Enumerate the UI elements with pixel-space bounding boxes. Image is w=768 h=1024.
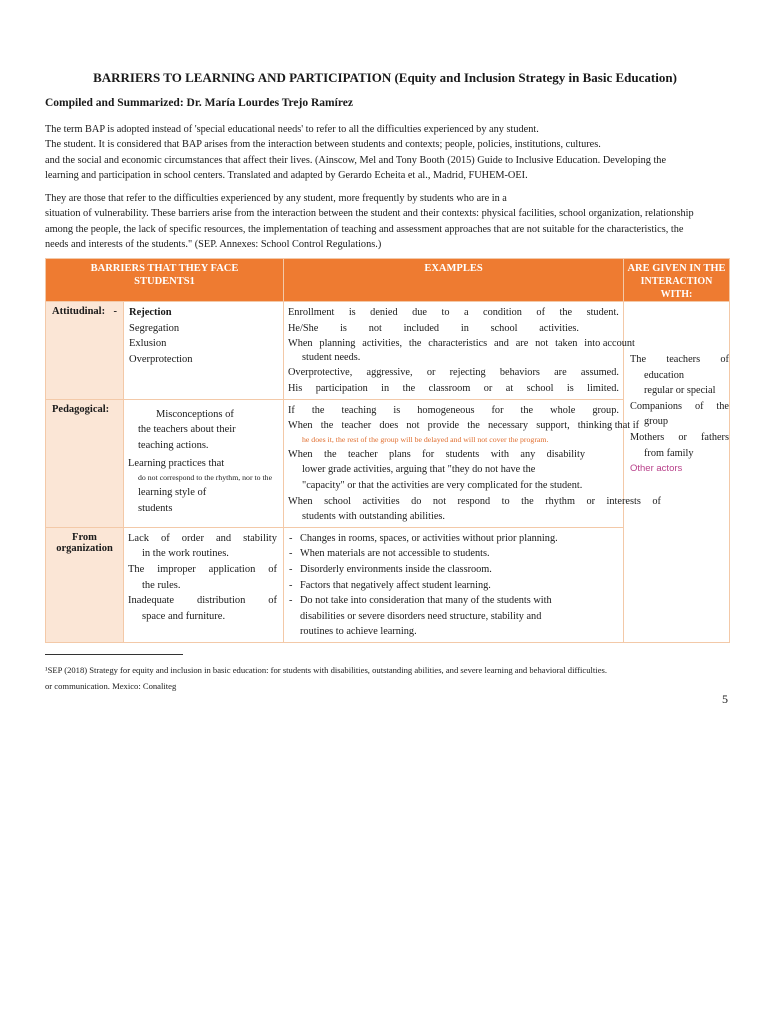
pedagogical-barriers [124, 399, 284, 527]
word: planning [319, 338, 356, 350]
word: is [348, 307, 356, 318]
word: provide [427, 420, 460, 432]
bullet-item: - Do not take into consideration that many of the students with [288, 593, 619, 609]
header-barriers [46, 259, 284, 302]
list-item [128, 562, 277, 578]
word: of [268, 563, 277, 575]
word: school [324, 495, 351, 507]
example-line: students with outstanding abilities. [302, 511, 446, 523]
word: teaching [341, 404, 377, 416]
interaction-line [630, 430, 729, 446]
word: Enrollment [288, 307, 335, 318]
word: or [426, 367, 436, 379]
word: of [720, 354, 729, 365]
list-item: learning style of [138, 486, 207, 498]
word: The [128, 563, 145, 575]
definition-paragraph [45, 191, 735, 252]
interaction-line [630, 352, 729, 368]
interaction-line: regular or special [644, 385, 716, 397]
word: the [408, 338, 422, 350]
word: activities, [362, 338, 403, 350]
word: He/She [288, 322, 319, 334]
word: When [288, 448, 313, 460]
word: for [491, 404, 504, 416]
word: fathers [700, 431, 729, 443]
organization-barriers [124, 527, 284, 642]
word: behaviors [499, 367, 540, 379]
intro-paragraph [45, 122, 735, 183]
paragraph-line: The student. It is considered that BAP arises from the interaction between students and contexts; people, policies, institutions, cultures. [45, 139, 601, 151]
word: the [323, 448, 337, 460]
word: the [559, 307, 573, 318]
word: is [393, 404, 401, 416]
word: The [630, 354, 647, 365]
word: not [406, 420, 420, 432]
word: teacher [341, 420, 372, 432]
word: aggressive, [366, 367, 413, 379]
word: plans [389, 448, 411, 460]
category-attitudinal [46, 302, 124, 400]
word: or [483, 382, 493, 394]
word: does [379, 420, 399, 432]
word: to [501, 495, 510, 507]
paragraph-line: learning and participation in school centers. Translated and adapted by Gerardo Echeita et al., Madrid, FUHEM-OEI. [45, 169, 528, 181]
header-text: BARRIERS THAT THEY FACE [90, 263, 239, 274]
category-label: Attitudinal: [52, 306, 106, 317]
example-line: "capacity" or that the activities are very complicated for the student. [302, 479, 583, 491]
paragraph-line: situation of vulnerability. These barriers arise from the interaction between the student and their contexts: physical facilities, school organization, relationship [45, 208, 694, 220]
word: of [694, 400, 704, 412]
category-label: From [72, 531, 97, 543]
word: for [422, 448, 435, 460]
bullet-item: - Disorderly environments inside the classroom. [288, 562, 619, 578]
word: not [432, 495, 447, 507]
barriers-table [45, 258, 730, 643]
word: the [311, 404, 325, 416]
word: a [463, 307, 469, 318]
word: not [368, 322, 382, 334]
list-item [128, 593, 277, 609]
word: Lack [128, 532, 149, 544]
example-line [288, 321, 619, 337]
interaction-line-other-actors: Other actors [630, 463, 683, 475]
list-item [128, 531, 277, 547]
example-line [288, 403, 619, 419]
word: thinking that if [577, 420, 639, 432]
list-item: Exlusion [129, 338, 167, 350]
word: distribution [196, 595, 246, 607]
word: homogeneous [417, 404, 475, 416]
interaction-line [630, 399, 729, 415]
paragraph-line: The term BAP is adopted instead of 'special educational needs' to refer to all the difficulties experienced by any student. [45, 124, 539, 135]
paragraph-line: They are those that refer to the difficulties experienced by any student, more frequently by students who are in a [45, 193, 507, 204]
word: in [381, 382, 390, 394]
table-header-row [46, 259, 730, 302]
example-line [288, 494, 661, 510]
word: When [288, 338, 313, 350]
word: rejecting [449, 367, 486, 379]
word: limited. [587, 382, 619, 394]
word: teacher [347, 448, 378, 460]
bullet-item: - Factors that negatively affect student learning. [288, 578, 619, 594]
word: do [411, 495, 422, 507]
header-interaction [624, 259, 730, 302]
example-line: student needs. [302, 351, 361, 363]
word: participation [315, 382, 368, 394]
compiled-by: Compiled and Summarized: Dr. María Lourdes Trejo Ramírez [45, 97, 353, 109]
word: activities. [539, 322, 579, 334]
word: or [678, 431, 687, 443]
word: school [490, 322, 518, 334]
word: When [288, 420, 313, 432]
attitudinal-examples [284, 302, 635, 400]
word: application [208, 563, 256, 575]
word: the [716, 400, 729, 412]
header-text: ARE GIVEN IN THE [627, 263, 726, 274]
example-line [288, 418, 639, 434]
word: students [445, 448, 480, 460]
header-text: INTERACTION WITH: [640, 276, 713, 300]
word: Overprotective, [288, 367, 353, 379]
word: necessary [488, 420, 529, 432]
word: is [566, 382, 574, 394]
word: the [520, 404, 534, 416]
bullet-continuation: routines to achieve learning. [300, 626, 417, 638]
category-label: organization [56, 542, 113, 554]
list-item: Overprotection [129, 353, 193, 365]
word: denied [370, 307, 398, 318]
bullet-item: - When materials are not accessible to students. [288, 546, 619, 562]
word: support, [536, 420, 570, 432]
list-item: the rules. [142, 579, 181, 591]
paragraph-line: needs and interests of the students." (SEP. Annexes: School Control Regulations.) [45, 238, 382, 250]
footnote-line: ¹SEP (2018) Strategy for equity and inclusion in basic education: for students with disabilities, outstanding abilities, and severe learning and behavioral difficulties. [45, 665, 608, 675]
word: and [494, 338, 509, 350]
word: school [526, 382, 554, 394]
category-dash: - [113, 306, 117, 317]
interaction-cell [624, 302, 730, 643]
word: condition [483, 307, 522, 318]
list-item: Rejection [129, 307, 172, 318]
table-row-attitudinal [46, 302, 730, 400]
list-item: do not correspond to the rhythm, nor to the [138, 472, 273, 482]
word: taken [555, 338, 578, 350]
word: of [161, 532, 170, 544]
footnote-divider [45, 654, 183, 655]
word: with [490, 448, 510, 460]
paragraph-line: among the people, the lack of specific resources, the implementation of teaching and assessment approaches that are not suitable for the characteristics, the [45, 223, 684, 235]
word: or [586, 495, 596, 507]
list-item: in the work routines. [142, 548, 229, 560]
footnote-line: or communication. Mexico: Conaliteg [45, 681, 177, 691]
footnote [45, 662, 607, 694]
list-item: students [138, 502, 173, 514]
example-line [288, 305, 619, 321]
example-line [288, 381, 619, 397]
list-item: Misconceptions of [156, 408, 234, 420]
word: Companions [630, 400, 683, 412]
category-pedagogical [46, 399, 124, 527]
category-label: Pedagogical: [52, 403, 110, 415]
word: into account [584, 338, 635, 350]
category-organization [46, 527, 124, 642]
word: stability [243, 532, 277, 544]
word: classroom [428, 382, 471, 394]
word: any [520, 448, 536, 460]
word: of [652, 495, 661, 507]
page-number: 5 [722, 692, 728, 706]
list-item: teaching actions. [138, 439, 209, 451]
word: of [536, 307, 545, 318]
word: in [460, 322, 469, 334]
word: to [441, 307, 450, 318]
word: Mothers [630, 431, 665, 443]
example-line: he does it, the rest of the group will be delayed and will not cover the program. [302, 434, 549, 444]
bullet-continuation: disabilities or severe disorders need structure, stability and [300, 610, 542, 622]
word: due [412, 307, 427, 318]
paragraph-line: and the social and economic circumstances that affect their lives. (Ainscow, Mel and Tony Booth (2015) Guide to Inclusive Education. Developing the [45, 154, 667, 166]
word: interests [606, 495, 641, 507]
word: rhythm [545, 495, 575, 507]
word: student. [586, 307, 619, 318]
word: respond [457, 495, 491, 507]
word: order [181, 532, 204, 544]
word: group. [592, 404, 619, 416]
word: whole [550, 404, 576, 416]
word: are [515, 338, 529, 350]
bullet-item: - Changes in rooms, spaces, or activities without prior planning. [288, 531, 619, 547]
word: the [320, 420, 334, 432]
example-line [288, 365, 619, 381]
word: the [467, 420, 480, 432]
interaction-line: from family [644, 447, 694, 459]
header-examples: EXAMPLES [284, 259, 624, 302]
word: improper [157, 563, 196, 575]
header-text: STUDENTS1 [134, 276, 195, 287]
word: His [288, 382, 303, 394]
attitudinal-barriers [124, 302, 284, 400]
interaction-line: education [644, 369, 685, 381]
interaction-line: group [644, 416, 669, 428]
organization-examples [284, 527, 624, 642]
word: teachers [666, 354, 701, 365]
list-item: Learning practices that [128, 458, 225, 470]
word: assumed. [580, 367, 619, 379]
list-item: space and furniture. [142, 610, 226, 622]
word: and [215, 532, 232, 544]
word: the [521, 495, 534, 507]
word: the [402, 382, 416, 394]
word: of [268, 595, 277, 607]
word: activities [362, 495, 400, 507]
document-title: BARRIERS TO LEARNING AND PARTICIPATION (Equity and Inclusion Strategy in Basic Education) [93, 70, 677, 85]
word: included [403, 322, 440, 334]
list-item: the teachers about their [138, 424, 236, 436]
word: are [554, 367, 567, 379]
word: If [288, 404, 295, 416]
word: Inadequate [128, 595, 175, 607]
example-line: lower grade activities, arguing that "they do not have the [302, 464, 536, 476]
example-line [288, 447, 619, 463]
word: characteristics [428, 338, 488, 350]
word: at [505, 382, 514, 394]
word: is [340, 322, 347, 334]
word: disability [546, 448, 585, 460]
list-item: Segregation [129, 322, 180, 334]
word: When [288, 495, 313, 507]
word: not [535, 338, 549, 350]
